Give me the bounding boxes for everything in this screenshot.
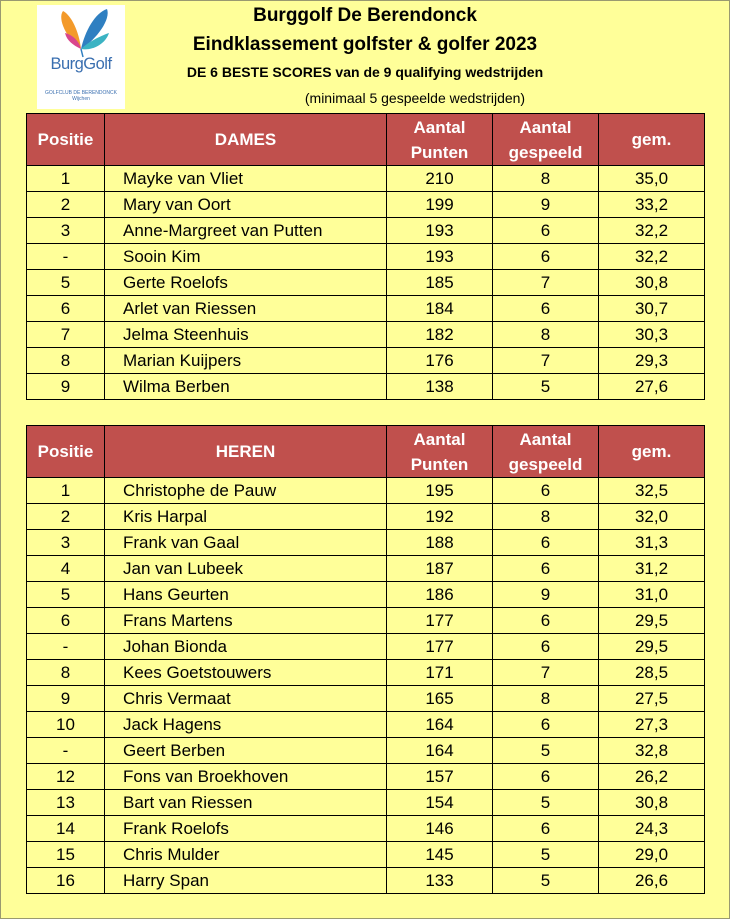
cell-points: 165 <box>387 686 493 712</box>
cell-average: 32,0 <box>599 504 705 530</box>
header-played-line1: Aantal <box>519 117 572 137</box>
cell-position: 10 <box>27 712 105 738</box>
header-points <box>387 114 493 166</box>
cell-position: 5 <box>27 270 105 296</box>
cell-played: 6 <box>493 244 599 270</box>
header-position: Positie <box>27 114 105 166</box>
cell-points: 188 <box>387 530 493 556</box>
header-heren: HEREN <box>105 426 387 478</box>
cell-points: 171 <box>387 660 493 686</box>
logo-club-line1: GOLFCLUB DE BERENDONCK <box>45 90 117 96</box>
cell-name: Chris Mulder <box>105 842 387 868</box>
cell-played: 7 <box>493 660 599 686</box>
cell-played: 6 <box>493 634 599 660</box>
cell-points: 187 <box>387 556 493 582</box>
table-row <box>27 322 705 348</box>
cell-played: 6 <box>493 530 599 556</box>
table-row <box>27 166 705 192</box>
cell-points: 182 <box>387 322 493 348</box>
cell-name: Harry Span <box>105 868 387 894</box>
header-played-line2: gespeeld <box>508 454 583 474</box>
cell-name: Wilma Berben <box>105 374 387 400</box>
cell-average: 24,3 <box>599 816 705 842</box>
page-title: Burggolf De Berendonck <box>253 5 477 26</box>
cell-points: 164 <box>387 738 493 764</box>
cell-position: 16 <box>27 868 105 894</box>
table-row <box>27 296 705 322</box>
cell-played: 6 <box>493 478 599 504</box>
cell-name: Arlet van Riessen <box>105 296 387 322</box>
header-average: gem. <box>599 114 705 166</box>
cell-points: 164 <box>387 712 493 738</box>
cell-average: 33,2 <box>599 192 705 218</box>
dames-table <box>26 113 705 400</box>
table-row <box>27 530 705 556</box>
cell-average: 32,5 <box>599 478 705 504</box>
cell-position: 4 <box>27 556 105 582</box>
cell-average: 32,2 <box>599 244 705 270</box>
cell-points: 157 <box>387 764 493 790</box>
cell-played: 5 <box>493 790 599 816</box>
cell-played: 7 <box>493 270 599 296</box>
table-row <box>27 816 705 842</box>
cell-points: 177 <box>387 634 493 660</box>
cell-points: 192 <box>387 504 493 530</box>
cell-points: 176 <box>387 348 493 374</box>
cell-average: 32,2 <box>599 218 705 244</box>
table-row <box>27 270 705 296</box>
logo-wordmark: BurgGolf <box>50 55 112 73</box>
cell-name: Chris Vermaat <box>105 686 387 712</box>
table-row <box>27 842 705 868</box>
cell-points: 193 <box>387 244 493 270</box>
minimum-note: (minimaal 5 gespeelde wedstrijden) <box>304 90 526 106</box>
cell-name: Frank Roelofs <box>105 816 387 842</box>
cell-average: 26,2 <box>599 764 705 790</box>
cell-average: 27,6 <box>599 374 705 400</box>
cell-name: Jelma Steenhuis <box>105 322 387 348</box>
cell-average: 30,8 <box>599 270 705 296</box>
cell-position: 12 <box>27 764 105 790</box>
cell-position: 9 <box>27 374 105 400</box>
cell-played: 6 <box>493 608 599 634</box>
header-points-line1: Aantal <box>413 429 466 449</box>
cell-played: 5 <box>493 842 599 868</box>
cell-average: 31,2 <box>599 556 705 582</box>
cell-position: 15 <box>27 842 105 868</box>
scoring-criteria: DE 6 BESTE SCORES van de 9 qualifying wedstrijden <box>186 64 544 80</box>
table-row <box>27 686 705 712</box>
cell-points: 186 <box>387 582 493 608</box>
cell-position: - <box>27 738 105 764</box>
header-played <box>493 426 599 478</box>
cell-average: 28,5 <box>599 660 705 686</box>
cell-name: Johan Bionda <box>105 634 387 660</box>
header-played-line2: gespeeld <box>508 142 583 162</box>
table-row <box>27 790 705 816</box>
cell-position: 14 <box>27 816 105 842</box>
cell-position: 9 <box>27 686 105 712</box>
table-row <box>27 348 705 374</box>
cell-points: 199 <box>387 192 493 218</box>
cell-average: 29,5 <box>599 634 705 660</box>
cell-position: 5 <box>27 582 105 608</box>
cell-played: 8 <box>493 504 599 530</box>
cell-played: 8 <box>493 686 599 712</box>
cell-points: 146 <box>387 816 493 842</box>
cell-position: 2 <box>27 504 105 530</box>
cell-average: 35,0 <box>599 166 705 192</box>
table-row <box>27 712 705 738</box>
cell-name: Kees Goetstouwers <box>105 660 387 686</box>
cell-position: - <box>27 244 105 270</box>
cell-points: 145 <box>387 842 493 868</box>
cell-position: 13 <box>27 790 105 816</box>
table-header-row <box>27 114 705 166</box>
cell-points: 184 <box>387 296 493 322</box>
cell-average: 27,3 <box>599 712 705 738</box>
cell-position: - <box>27 634 105 660</box>
cell-position: 8 <box>27 348 105 374</box>
cell-points: 195 <box>387 478 493 504</box>
cell-average: 29,3 <box>599 348 705 374</box>
cell-played: 6 <box>493 296 599 322</box>
cell-average: 26,6 <box>599 868 705 894</box>
cell-name: Hans Geurten <box>105 582 387 608</box>
page-subtitle: Eindklassement golfster & golfer 2023 <box>192 34 538 55</box>
heren-table <box>26 425 705 894</box>
cell-name: Kris Harpal <box>105 504 387 530</box>
cell-name: Anne-Margreet van Putten <box>105 218 387 244</box>
cell-name: Mary van Oort <box>105 192 387 218</box>
cell-name: Gerte Roelofs <box>105 270 387 296</box>
cell-position: 2 <box>27 192 105 218</box>
cell-average: 31,3 <box>599 530 705 556</box>
cell-points: 133 <box>387 868 493 894</box>
cell-points: 138 <box>387 374 493 400</box>
cell-played: 6 <box>493 218 599 244</box>
cell-average: 30,3 <box>599 322 705 348</box>
header-position: Positie <box>27 426 105 478</box>
header-points <box>387 426 493 478</box>
cell-name: Fons van Broekhoven <box>105 764 387 790</box>
cell-position: 1 <box>27 166 105 192</box>
cell-name: Jan van Lubeek <box>105 556 387 582</box>
cell-position: 3 <box>27 218 105 244</box>
cell-position: 6 <box>27 608 105 634</box>
cell-played: 8 <box>493 322 599 348</box>
cell-played: 5 <box>493 868 599 894</box>
cell-name: Frans Martens <box>105 608 387 634</box>
table-row <box>27 660 705 686</box>
cell-played: 8 <box>493 166 599 192</box>
header-points-line2: Punten <box>410 454 469 474</box>
cell-name: Geert Berben <box>105 738 387 764</box>
cell-position: 7 <box>27 322 105 348</box>
cell-played: 5 <box>493 738 599 764</box>
header-played <box>493 114 599 166</box>
cell-played: 6 <box>493 712 599 738</box>
cell-name: Mayke van Vliet <box>105 166 387 192</box>
table-row <box>27 244 705 270</box>
cell-average: 30,8 <box>599 790 705 816</box>
cell-average: 27,5 <box>599 686 705 712</box>
cell-position: 6 <box>27 296 105 322</box>
cell-played: 9 <box>493 582 599 608</box>
cell-played: 5 <box>493 374 599 400</box>
table-row <box>27 478 705 504</box>
table-row <box>27 192 705 218</box>
cell-average: 29,0 <box>599 842 705 868</box>
header-dames: DAMES <box>105 114 387 166</box>
table-row <box>27 218 705 244</box>
cell-average: 32,8 <box>599 738 705 764</box>
cell-played: 6 <box>493 764 599 790</box>
cell-points: 185 <box>387 270 493 296</box>
cell-name: Bart van Riessen <box>105 790 387 816</box>
cell-points: 154 <box>387 790 493 816</box>
cell-name: Christophe de Pauw <box>105 478 387 504</box>
cell-played: 6 <box>493 816 599 842</box>
logo-club-line2: Wijchen <box>72 96 90 102</box>
cell-points: 210 <box>387 166 493 192</box>
heren-rows <box>27 478 705 894</box>
table-row <box>27 738 705 764</box>
cell-position: 8 <box>27 660 105 686</box>
table-row <box>27 634 705 660</box>
dames-rows <box>27 166 705 400</box>
cell-played: 9 <box>493 192 599 218</box>
cell-name: Frank van Gaal <box>105 530 387 556</box>
cell-position: 1 <box>27 478 105 504</box>
cell-points: 177 <box>387 608 493 634</box>
table-row <box>27 556 705 582</box>
table-row <box>27 608 705 634</box>
table-row <box>27 582 705 608</box>
header-points-line2: Punten <box>410 142 469 162</box>
cell-name: Marian Kuijpers <box>105 348 387 374</box>
table-row <box>27 868 705 894</box>
cell-points: 193 <box>387 218 493 244</box>
cell-average: 31,0 <box>599 582 705 608</box>
cell-average: 30,7 <box>599 296 705 322</box>
table-row <box>27 764 705 790</box>
table-header-row <box>27 426 705 478</box>
cell-played: 7 <box>493 348 599 374</box>
cell-average: 29,5 <box>599 608 705 634</box>
table-row <box>27 374 705 400</box>
header-played-line1: Aantal <box>519 429 572 449</box>
cell-name: Sooin Kim <box>105 244 387 270</box>
header-points-line1: Aantal <box>413 117 466 137</box>
table-row <box>27 504 705 530</box>
cell-position: 3 <box>27 530 105 556</box>
cell-played: 6 <box>493 556 599 582</box>
header-average: gem. <box>599 426 705 478</box>
cell-name: Jack Hagens <box>105 712 387 738</box>
